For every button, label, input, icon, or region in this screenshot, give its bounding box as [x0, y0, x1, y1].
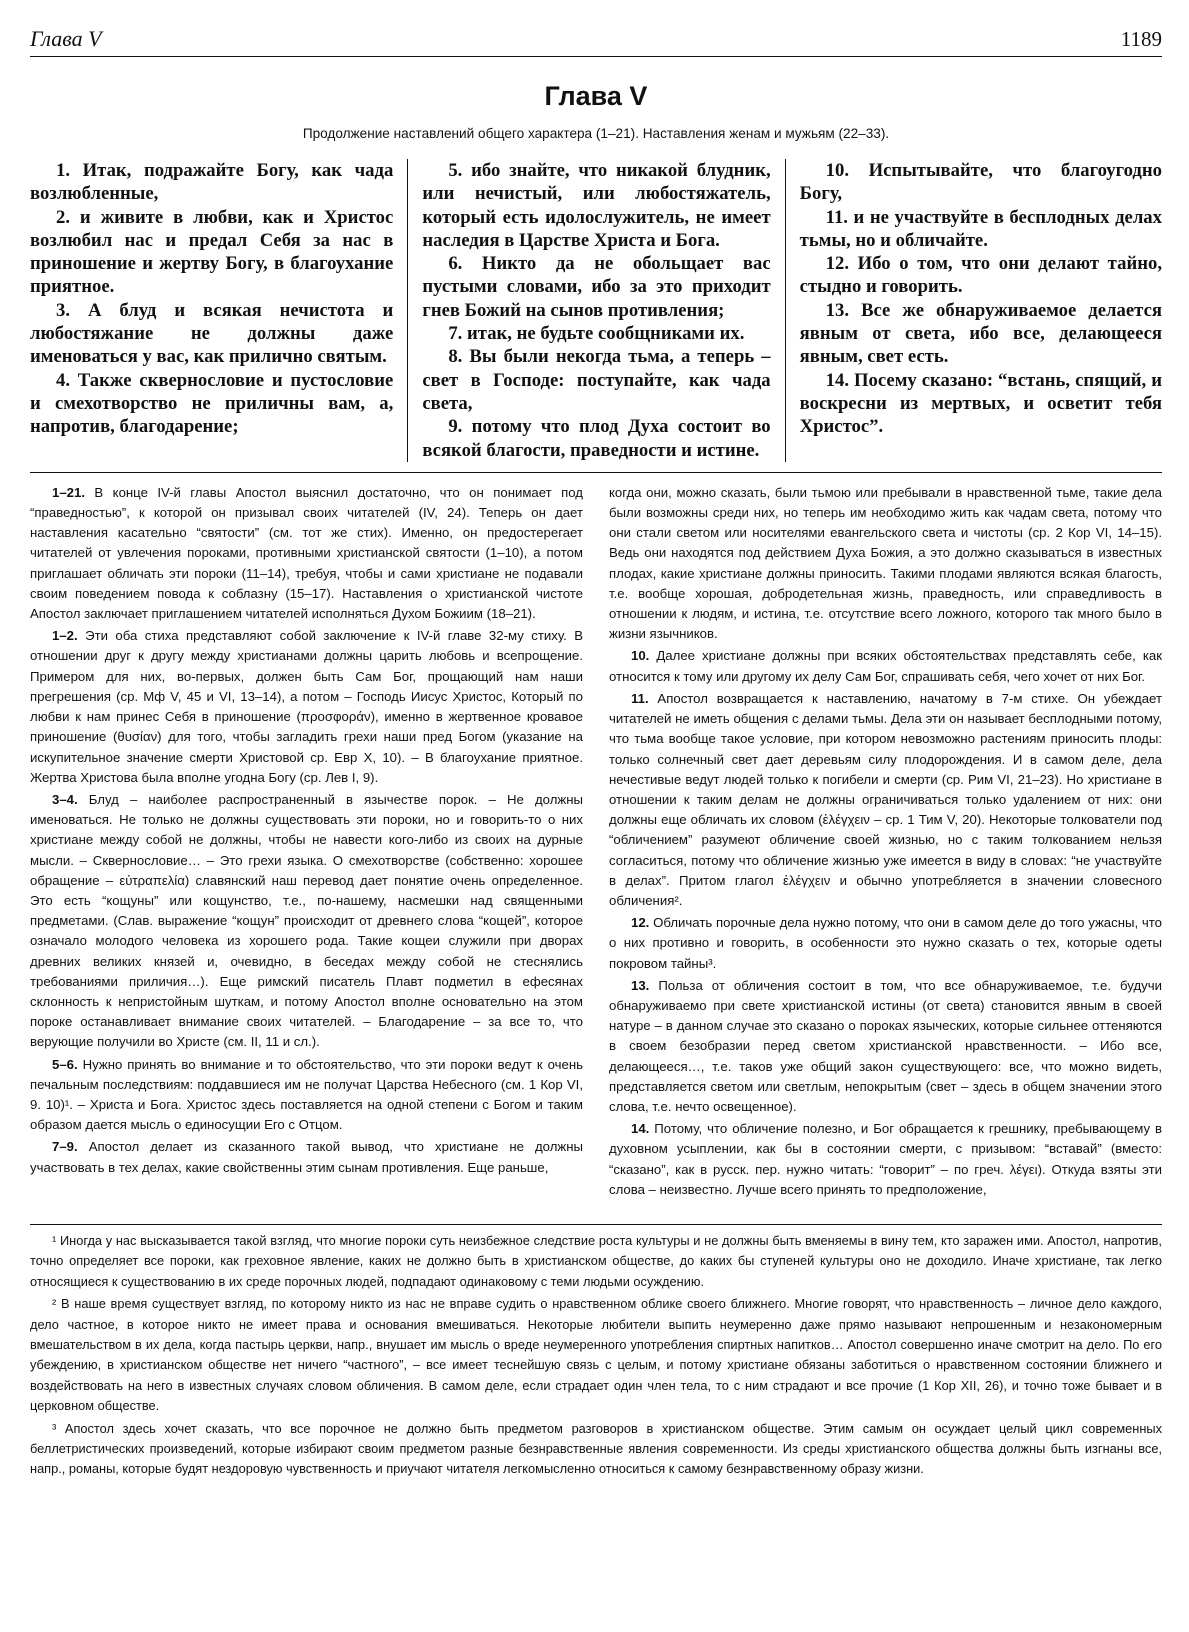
- verse-ref: 1–2.: [52, 628, 78, 644]
- commentary-right-column: [609, 483, 1162, 1202]
- chapter-title: Глава V: [544, 81, 648, 111]
- verse: 14. Посему сказано: “встань, спящий, и воскресни из мертвых, и осветит тебя Христос”.: [799, 369, 1162, 438]
- paragraph-text: Блуд – наиболее распространенный в язычестве порок. – Не должны именоваться. Не только не должны существовать эти пороки, но и говорить-то о них христиане между собой не должны, чтобы не навести кого-либо из своих на дурные мысли. – Сквернословие… – Это грехи языка. О смехотворстве (собственно: хорошее обращение – εὐτραπελία) славянский наш перевод дает понятие очень определенное. Это есть “кощуны” или кощунство, т.е., по-нашему, насмешки над священными предметами. (Слав. выражение “кощун” происходит от древнего слова “кощей”, которое означало молодого человека из хорошего рода. Такие кощеи служили при дворах древних великих князей и, очевидно, в беседах между собой не стеснялись требованиями приличия…). Еще римский писатель Плавт подметил в ефесянах склонность к непристойным шуткам, и потому Апостол вполне основательно на этом пороке останавливает внимание своих читателей. – Благодарение – за все то, что верующие получили во Христе (см. II, 11 и сл.).: [30, 791, 583, 1050]
- paragraph-text: Нужно принять во внимание и то обстоятельство, что эти пороки ведут к очень печальным последствиям: поддавшиеся им не получат Царства Небесного (см. 1 Кор VI, 9. 10)¹. – Христа и Бога. Христос здесь поставляется на одной степени с Богом и таким образом дается мысль о единосущии Его с Отцом.: [30, 1056, 583, 1133]
- commentary-paragraph: [609, 976, 1162, 1117]
- scripture-column-3: [785, 159, 1162, 462]
- paragraph-text: Эти оба стиха представляют собой заключение к IV-й главе 32-му стиху. В отношении друг к другу между христианами должны царить любовь и всепрощение. Примером для них, во-первых, должен быть Сам Бог, прощающий нам наши прегрешения (ср. Мф V, 45 и VI, 13–14), а потом – Господь Иисус Христос, Который по любви к нам принес Себя в приношение (προσφοράν), именно в жертвенное кровавое приношение (θυσίαν) для того, чтобы загладить грехи наши пред Богом (указание на искупительное значение смерти Христовой ср. Евр X, 10). – В благоухание приятное. Жертва Христова была вполне угодна Богу (ср. Лев I, 9).: [30, 628, 583, 785]
- verse: 7. итак, не будьте сообщниками их.: [448, 323, 745, 345]
- verse: 10. Испытывайте, что благоугодно Богу,: [799, 160, 1162, 205]
- verse: 4. Также сквернословие и пустословие и смехотворство не приличны вам, а, напротив, благодарение;: [30, 369, 394, 438]
- verse: 1. Итак, подражайте Богу, как чада возлюбленные,: [30, 160, 394, 205]
- paragraph-text: Обличать порочные дела нужно потому, что они в самом деле до того ужасны, что о них противно и говорить, в особенности это нужно сказать о тех, которые одеты покровом тайны³.: [609, 915, 1162, 971]
- verse: 2. и живите в любви, как и Христос возлюбил нас и предал Себя за нас в приношение и жертву Богу, в благоухание приятное.: [30, 206, 394, 298]
- page-number: 1189: [1120, 27, 1162, 51]
- running-head: [30, 18, 1162, 57]
- verse-ref: 5–6.: [52, 1056, 78, 1072]
- commentary-paragraph: [609, 913, 1162, 974]
- verse-ref: 10.: [631, 648, 650, 664]
- commentary-paragraph: [609, 646, 1162, 686]
- commentary-paragraph: [30, 1137, 583, 1177]
- commentary: [30, 483, 1162, 1202]
- commentary-paragraph: [30, 483, 583, 624]
- verse: 5. ибо знайте, что никакой блудник, или нечистый, или любостяжатель, который есть идолослужитель, не имеет наследия в Царстве Христа и Бога.: [422, 160, 771, 251]
- commentary-paragraph: [609, 689, 1162, 911]
- paragraph-text: Апостол возвращается к наставлению, начатому в 7-м стихе. Он убеждает читателей не иметь общения с делами тьмы. Дела эти он называет бесплодными потому, что тьма вообще такое условие, при котором невозможно растениям приносить плоды: только солнечный свет дает деревьям силу плодорождения. И в самом деле, дела нечестивые ведут людей только к погибели и смерти (ср. Рим VI, 21–23). Но христиане в отношении к таким делам не должны ограничиваться только удалением от них: они должны еще обличать их словом (ἐλέγχειν – ср. 1 Тим V, 20). Некоторые толкователи под “обличением” разумеют обличение своей жизнью, но с таким толкованием нельзя согласиться, потому что обличение жизнью уже имеется в виду в словах: “не участвуйте в делах”. Притом глагол ἐλέγχειν и обычно употребляется в значении словесного обличения².: [609, 690, 1162, 908]
- page: [30, 18, 1162, 1482]
- footnote: ¹ Иногда у нас высказывается такой взгляд, что многие пороки суть неизбежное следствие роста культуры и не должны быть вменяемы в вину тем, кто заражен ими. Апостол, напротив, точно определяет все пороки, как греховное явление, каких не должно быть в христианском обществе, до каких бы ступеней культуры оно не доходило. Иначе христиане, так легко относящиеся к существованию в их среде порочных людей, подпадают одинаковому с теми людьми осуждению.: [30, 1232, 1162, 1289]
- commentary-paragraph: [30, 790, 583, 1053]
- commentary-paragraph: [609, 1119, 1162, 1200]
- commentary-paragraph: [609, 483, 1162, 645]
- paragraph-text: когда они, можно сказать, были тьмою или пребывали в нравственной тьме, такие дела были возможны среди них, но теперь им необходимо жить как чадам света, потому что они стали светом или носителями евангельского света и чистоты (ср. 2 Кор VI, 14–15). Ведь они находятся под действием Духа Божия, а это должно сказываться в известных плодах, какие христиане должны приносить. Такими плодами являются всякая благость, т.е. вообще хорошая, добродетельная жизнь, праведность, или справедливость в отношении к людям, и истина, т.е. отсутствие всего ложного, которого так много было в жизни язычников.: [609, 484, 1162, 642]
- commentary-paragraph: [30, 626, 583, 788]
- commentary-left-column: [30, 483, 583, 1202]
- verse-ref: 12.: [631, 915, 650, 931]
- verse-ref: 11.: [631, 690, 649, 706]
- verse: 11. и не участвуйте в бесплодных делах тьмы, но и обличайте.: [799, 206, 1162, 251]
- running-title: Глава V: [30, 26, 102, 51]
- verse-ref: 13.: [631, 977, 650, 993]
- verse-ref: 7–9.: [52, 1139, 78, 1155]
- verse: 13. Все же обнаруживаемое делается явным от света, ибо все, делающееся явным, свет есть.: [799, 299, 1162, 368]
- paragraph-text: Польза от обличения состоит в том, что все обнаруживаемое, т.е. будучи обнаруживаемо при свете христианской истины (от света) становится явным в своей натуре – в данном случае это сказано о пороках языческих, которые сильнее оттеняются в своем безобразии перед светом христианской нравственности. – Ибо все, делающееся…, т.е. таков уже общий закон существующего: все, что можно видеть, представляется светом или светлым, непокрытым (свет – здесь в общем значении этого слова, т.е. нечто освещенное).: [609, 977, 1162, 1114]
- verse: 12. Ибо о том, что они делают тайно, стыдно и говорить.: [799, 253, 1162, 298]
- verse-ref: 3–4.: [52, 791, 78, 807]
- verse: 8. Вы были некогда тьма, а теперь – свет в Господе: поступайте, как чада света,: [422, 346, 771, 414]
- paragraph-text: Апостол делает из сказанного такой вывод, что христиане не должны участвовать в тех делах, какие свойственны этим сынам противления. Еще раньше,: [30, 1139, 583, 1175]
- verse-ref: 14.: [631, 1121, 650, 1137]
- paragraph-text: Потому, что обличение полезно, и Бог обращается к грешнику, пребывающему в духовном усыплении, как бы в состоянии смерти, с призывом: “вставай” (вместо: “сказано”, как в русск. пер. нужно читать: “говорит” – по греч. λέγει). Откуда взяты эти слова – неизвестно. Лучше всего принять то предположение,: [609, 1121, 1162, 1197]
- verse-ref: 1–21.: [52, 484, 86, 500]
- footnote: ² В наше время существует взгляд, по которому никто из нас не вправе судить о нравственном облике своего ближнего. Многие говорят, что нравственность – личное дело каждого, дело частное, в которое никто не имеет права и основания вмешиваться. Некоторые любители выпить неумеренно даже прямо называют непрошенным и незакономерным вмешательством в их дела, когда пастырь церкви, напр., внушает им мысль о вреде неумеренного употребления спиртных напитков… Апостол совершенно иначе смотрит на дело. По его убеждению, в христианском обществе нет ничего “частного”, – все имеет теснейшую связь с целым, и потому христиане обязаны заботиться о нравственном состоянии ближнего и воздействовать на него в известных случаях словом обличения. В самом деле, если страдает один член тела, то с ним страдают и все прочие (1 Кор XII, 26), и точно тоже бывает и в церковном обществе.: [30, 1296, 1162, 1414]
- scripture-column-1: [30, 159, 407, 462]
- verse: 9. потому что плод Духа состоит во всякой благости, праведности и истине.: [422, 416, 771, 461]
- paragraph-text: В конце IV-й главы Апостол выяснил достаточно, что он понимает под “праведностью”, к которой он призывал своих читателей (IV, 24). Теперь он дает наставления касательно “святости” (см. тот же стих). Именно, он предостерегает читателей от увлечения пороками, противными христианской святости (1–10), а потом приглашает обличать эти пороки (11–14), требуя, чтобы и сами христиане не подавали своим поведением повода к соблазну (15–17). Наставления о христианской чистоте Апостол заключает приглашением читателей исполняться Духом Божиим (18–21).: [30, 484, 583, 622]
- footnote: ³ Апостол здесь хочет сказать, что все порочное не должно быть предметом разговоров в христианском обществе. Этим самым он осуждает целый цикл современных беллетристических произведений, которые избирают своим предметом разные безнравственные явления современности. Из среды христианского общества должны быть изгнаны все, напр., романы, которые будят нездоровую чувственность и приучают читателя легкомысленно относиться к самому безнравственному образу жизни.: [30, 1420, 1162, 1477]
- verse: 6. Никто да не обольщает вас пустыми словами, ибо за это приходит гнев Божий на сынов противления;: [422, 253, 771, 321]
- footnotes: [30, 1224, 1162, 1480]
- scripture-text: [30, 159, 1162, 473]
- chapter-summary: Продолжение наставлений общего характера (1–21). Наставления женам и мужьям (22–33).: [302, 126, 890, 141]
- paragraph-text: Далее христиане должны при всяких обстоятельствах представлять себе, как относится к тому или другому их делу Сам Бог, спрашивать себя, чего хочет от них Бог.: [609, 648, 1162, 684]
- scripture-column-2: [407, 159, 784, 462]
- verse: 3. А блуд и всякая нечистота и любостяжание не должны даже именоваться у вас, как прилично святым.: [30, 299, 394, 368]
- commentary-paragraph: [30, 1055, 583, 1136]
